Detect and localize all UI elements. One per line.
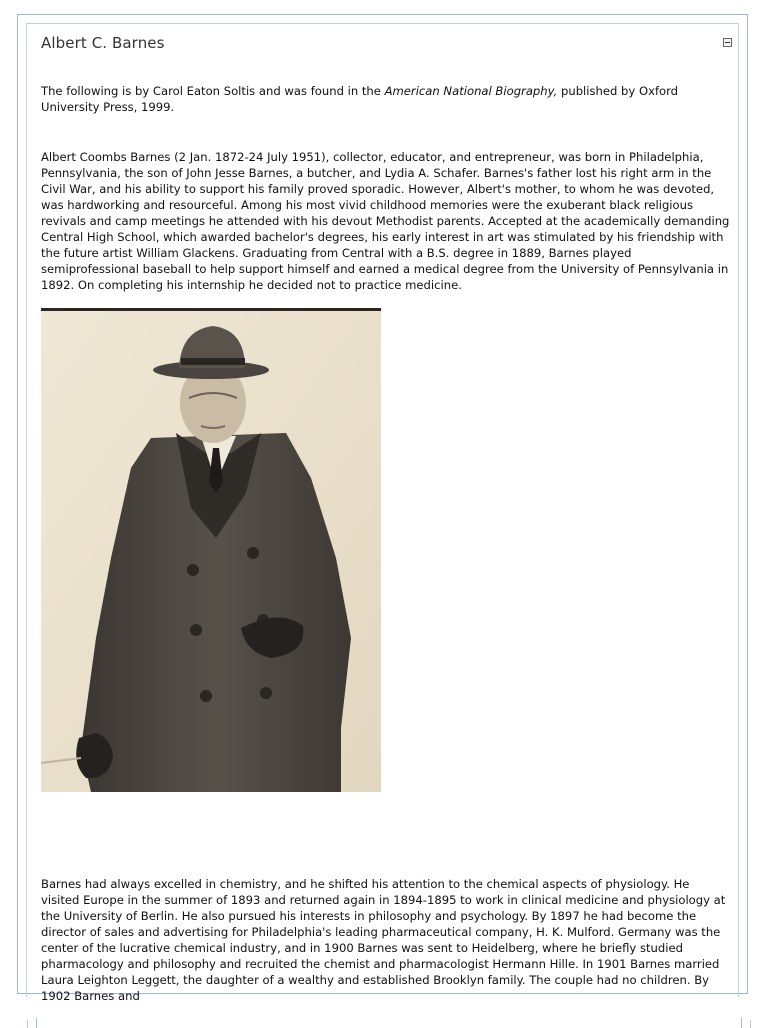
page-frame bbox=[17, 14, 748, 1003]
source-title: American National Biography, bbox=[384, 84, 558, 98]
page-title: Albert C. Barnes bbox=[41, 34, 165, 52]
portrait-photo bbox=[41, 308, 381, 792]
page-edge-line bbox=[741, 1018, 742, 1028]
intro-text-after: published by Oxford University Press, 1999. bbox=[41, 84, 679, 114]
intro-paragraph bbox=[41, 83, 730, 115]
body-paragraph-1: Albert Coombs Barnes (2 Jan. 1872-24 July 1951), collector, educator, and entrepreneur, was born in Philadelphia, Pennsylvania, the son of John Jesse Barnes, a butcher, and Lydia A. Schafer. Barnes's father lost his right arm in the Civil War, and his ability to support his family proved sporadic. However, Albert's mother, to whom he was devoted, was hardworking and resourceful. Among his most vivid childhood memories were the exuberant black religious revivals and camp meetings he attended with his devout Methodist parents. Accepted at the academically demanding Central High School, which awarded bachelor's degrees, his early interest in art was stimulated by his friendship with the future artist William Glackens. Graduating from Central with a B.S. degree in 1889, Barnes played semiprofessional baseball to help support himself and earned a medical degree from the University of Pennsylvania in 1892. On completing his internship he decided not to practice medicine. bbox=[41, 150, 730, 292]
page-edge-line bbox=[750, 1020, 751, 1028]
page-edge-line bbox=[36, 1018, 37, 1028]
body-paragraph-2: Barnes had always excelled in chemistry, and he shifted his attention to the chemical aspects of physiology. He visited Europe in the summer of 1893 and returned again in 1894-1895 to work in clinical medicine and physiology at the University of Berlin. He also pursued his interests in philosophy and psychology. By 1897 he had become the director of sales and advertising for Philadelphia's leading pharmaceutical company, H. K. Mulford. Germany was the center of the lucrative chemical industry, and in 1900 Barnes was sent to Heidelberg, where he briefly studied pharmacology and philosophy and recruited the chemist and pharmacologist Hermann Hille. In 1901 Barnes married Laura Leighton Leggett, the daughter of a wealthy and established Brooklyn family. The couple had no children. By 1902 Barnes and bbox=[41, 877, 726, 1003]
next-page-edge bbox=[0, 1004, 768, 1024]
article-panel bbox=[26, 23, 739, 1003]
collapse-icon[interactable] bbox=[723, 38, 732, 47]
intro-text-before: The following is by Carol Eaton Soltis and was found in the bbox=[41, 84, 385, 98]
page-edge-line bbox=[27, 1020, 28, 1028]
